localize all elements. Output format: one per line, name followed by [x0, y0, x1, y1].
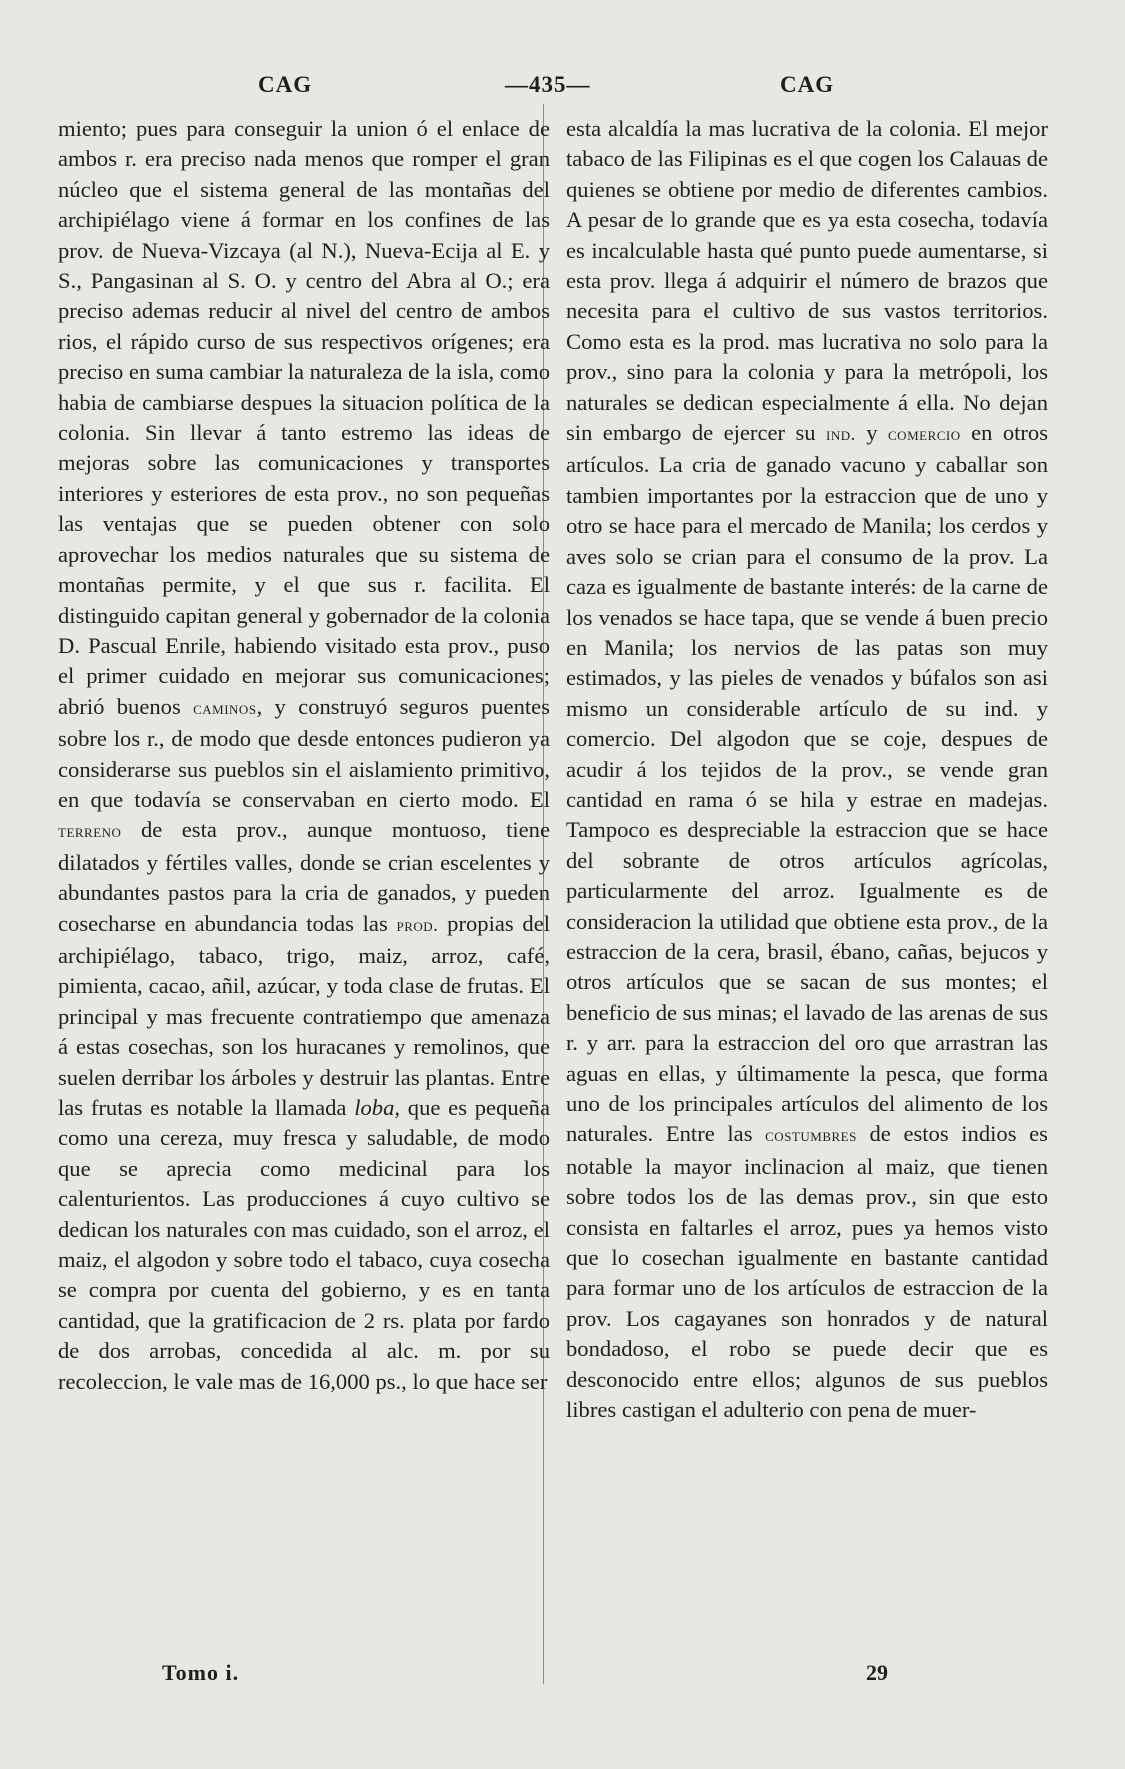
left-smallcaps-caminos: caminos — [193, 697, 257, 719]
right-smallcaps-costumbres: costumbres — [765, 1125, 857, 1147]
right-smallcaps-ind: ind. — [825, 424, 856, 446]
left-text-4: propias del archipiélago, tabaco, trigo, maiz, arroz, café, pimienta, cacao, añil, azúcar, y toda clase de frutas. El principal y mas frecuente contratiempo que amenaza á estas cosechas, son los huracanes y remolinos, que suelen derribar los árboles y destruir las plantas. Entre las frutas es notable la llamada — [58, 910, 550, 1120]
volume-signature: Tomo i. — [162, 1660, 240, 1685]
page-number-header: —435— — [505, 72, 591, 97]
running-head-right: CAG — [780, 72, 835, 97]
running-head-left: CAG — [258, 72, 313, 97]
gathering-signature: 29 — [866, 1660, 888, 1685]
left-column — [58, 114, 550, 1397]
left-smallcaps-terreno: terreno — [58, 821, 122, 843]
right-smallcaps-comercio: comercio — [888, 424, 961, 446]
left-text-2: , y construyó seguros puentes sobre los r., de modo que desde entonces pudieron ya considerarse sus pueblos sin el aislamiento primitivo, en que todavía se conservaban en cierto modo. El — [58, 693, 550, 812]
left-text-1: miento; pues para conseguir la union ó el enlace de ambos r. era preciso nada menos que romper el gran núcleo que el sistema general de las montañas del archipiélago viene á formar en los confines de las prov. de Nueva-Vizcaya (al N.), Nueva-Ecija al E. y S., Pangasinan al S. O. y centro del Abra al O.; era preciso ademas reducir al nivel del centro de ambos rios, el rápido curso de sus respectivos orígenes; era preciso en suma cambiar la naturaleza de la isla, como habia de cambiarse despues la situacion política de la colonia. Sin llevar á tanto estremo las ideas de mejoras sobre las comunicaciones y transportes interiores y esteriores de esta prov., no son pequeñas las ventajas que se pueden obtener con solo aprovechar los medios naturales que su sistema de montañas permite, y el que sus r. facilita. El distinguido capitan general y gobernador de la colonia D. Pascual Enrile, habiendo visitado esta prov., puso el primer cuidado en mejorar sus comunicaciones; abrió buenos — [58, 116, 550, 719]
right-text-4: de estos indios es notable la mayor inclinacion al maiz, que tienen sobre todos los de las demas prov., sin que esto consista en faltarles el arroz, pues ya hemos visto que lo cosechan igualmente en bastante cantidad para formar uno de los artículos de estraccion de la prov. Los cagayanes son honrados y de natural bondadoso, el robo se puede decir que es desconocido entre ellos; algunos de sus pueblos libres castigan el adulterio con pena de muer- — [566, 1121, 1048, 1423]
right-text-1: esta alcaldía la mas lucrativa de la colonia. El mejor tabaco de las Filipinas es el que cogen los Calauas de quienes se obtiene por medio de diferentes cambios. A pesar de lo grande que es ya esta cosecha, todavía es incalculable hasta qué punto puede aumentarse, si esta prov. llega á adquirir el número de brazos que necesita para el cultivo de sus vastos territorios. Como esta es la prod. mas lucrativa no solo para la prov., sino para la colonia y para la metrópoli, los naturales se dedican especialmente á ella. No dejan sin embargo de ejercer su — [566, 116, 1048, 446]
right-text-3: en otros artículos. La cria de ganado vacuno y caballar son tambien importantes por la estraccion que de uno y otro se hace para el mercado de Manila; los cerdos y aves solo se crian para el consumo de la prov. La caza es igualmente de bastante interés: de la carne de los venados se hace tapa, que se vende á buen precio en Manila; los nervios de las patas son muy estimados, y las pieles de venados y búfalos son asi mismo un considerable artículo de su ind. y comercio. Del algodon que se coje, despues de acudir á los tejidos de la prov., se vende gran cantidad en rama ó se hila y estrae en madejas. Tampoco es despreciable la estraccion que se hace del sobrante de otros artículos agrícolas, particularmente del arroz. Igualmente es de consideracion la utilidad que obtiene esta prov., de la estraccion de la cera, brasil, ébano, cañas, bejucos y otros artículos que se sacan de sus montes; el beneficio de sus minas; el lavado de las arenas de sus r. y arr. para la estraccion del oro que arrastran las aguas en ellas, y últimamente la pesca, que forma uno de los principales artículos del alimento de los naturales. Entre las — [566, 420, 1049, 1147]
left-text-5: , que es pequeña como una cereza, muy fresca y saludable, de modo que se aprecia como medicinal para los calenturientos. Las producciones á cuyo cultivo se dedican los naturales con mas cuidado, son el arroz, el maiz, el algodon y sobre todo el tabaco, cuya cosecha se compra por cuenta del gobierno, y es en tanta cantidad, que la gratificacion de 2 rs. plata por fardo de dos arrobas, concedida al alc. m. por su recoleccion, le vale mas de 16,000 ps., lo que hace ser — [58, 1095, 551, 1394]
left-italic-loba: loba — [354, 1095, 395, 1120]
left-text-3: de esta prov., aunque montuoso, tiene dilatados y fértiles valles, donde se crian escelentes y abundantes pastos para la cria de ganados, y pueden cosecharse en abundancia todas las — [58, 817, 550, 936]
left-smallcaps-prod: prod. — [396, 914, 439, 936]
right-text-2: y — [866, 420, 878, 446]
right-column — [566, 114, 1048, 1425]
